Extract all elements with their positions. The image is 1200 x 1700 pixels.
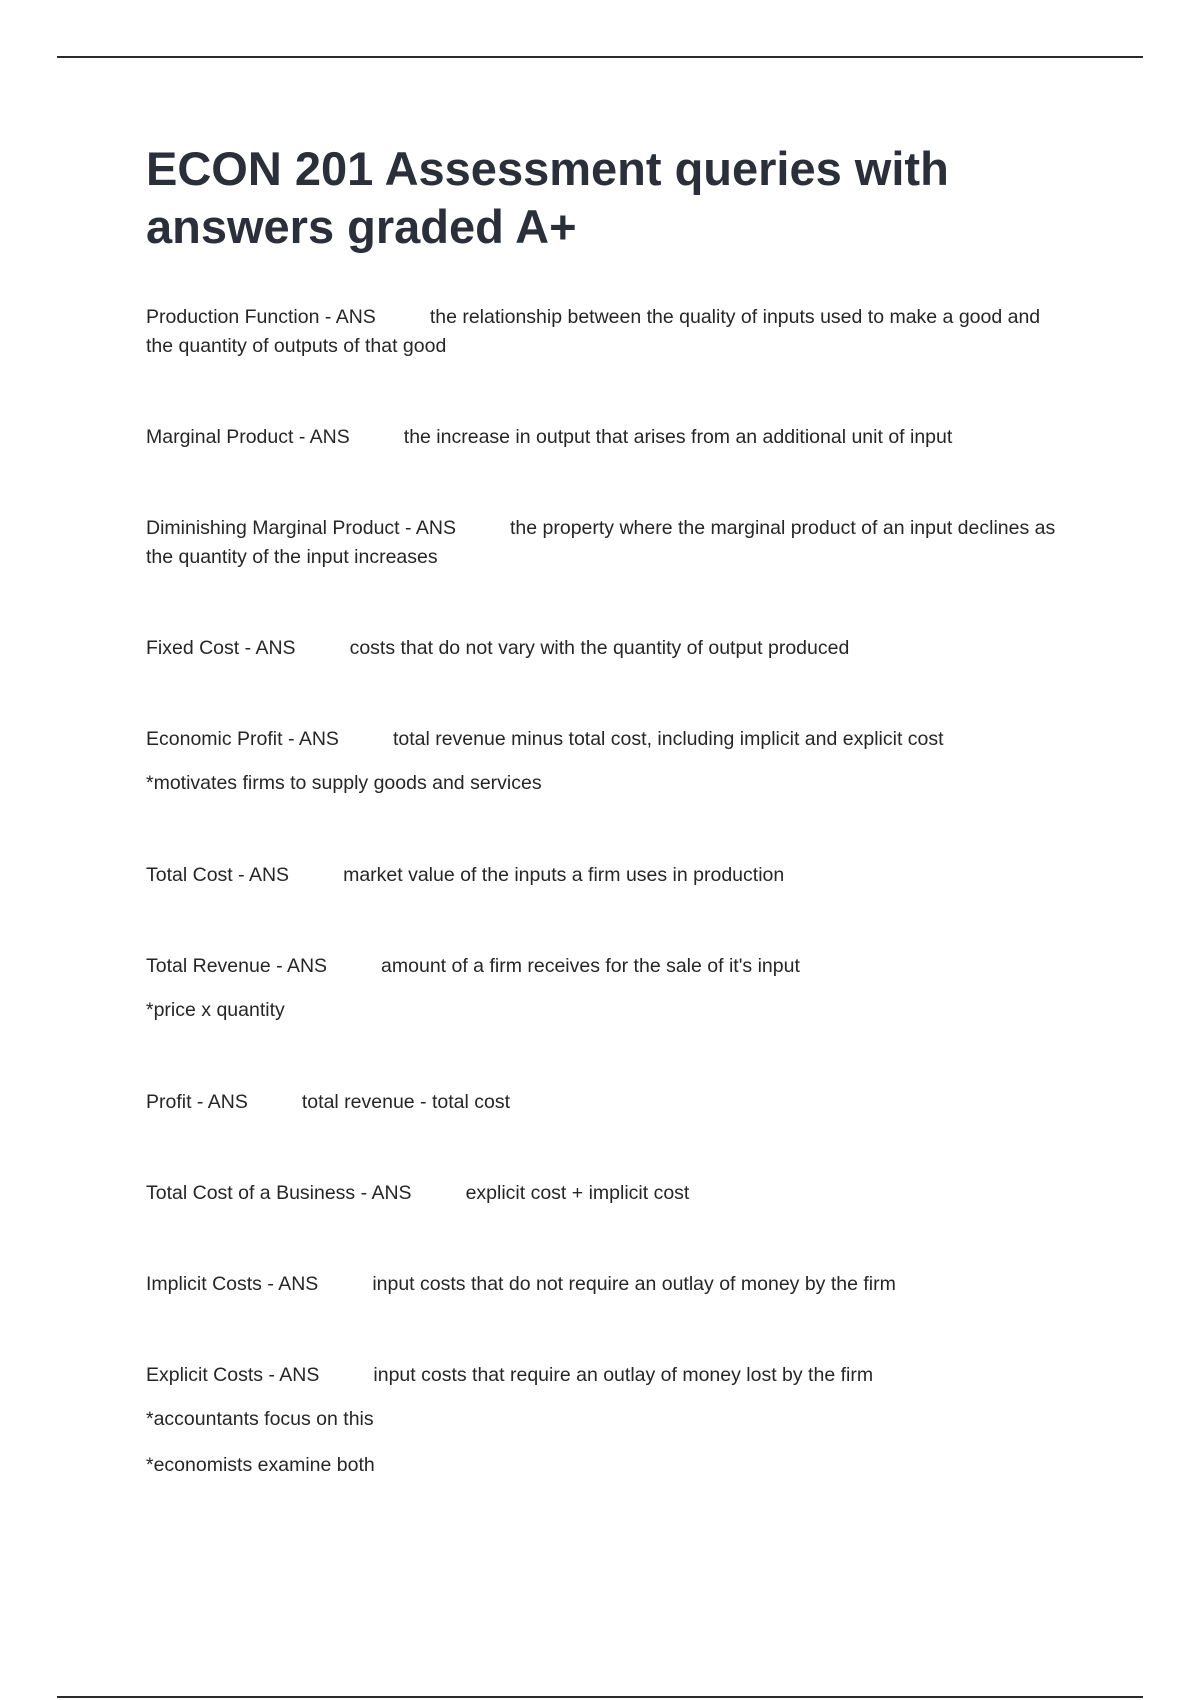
entry-term: Profit xyxy=(146,1091,192,1113)
top-divider xyxy=(57,56,1143,58)
answer-marker: ANS xyxy=(286,955,328,977)
entry-term: Explicit Costs xyxy=(146,1364,264,1386)
answer-marker: ANS xyxy=(255,637,296,659)
entry-note: *economists examine both xyxy=(146,1454,375,1476)
entry-term: Implicit Costs xyxy=(146,1273,262,1295)
entry-note: *motivates firms to supply goods and services xyxy=(146,772,542,794)
entry-term: Total Cost xyxy=(146,864,233,886)
glossary-entry xyxy=(146,725,1066,798)
entry-separator: - xyxy=(263,1364,280,1386)
glossary-entry xyxy=(146,861,1066,890)
entry-note: *price x quantity xyxy=(146,999,285,1021)
answer-marker: ANS xyxy=(298,728,339,750)
entry-separator: - xyxy=(293,426,310,448)
entry-term: Economic Profit xyxy=(146,728,283,750)
entry-definition: input costs that do not require an outlay of money by the firm xyxy=(372,1273,896,1295)
entry-definition: costs that do not vary with the quantity of output produced xyxy=(349,637,850,659)
entry-definition: the increase in output that arises from an additional unit of input xyxy=(403,426,953,448)
entry-definition: input costs that require an outlay of money lost by the firm xyxy=(373,1364,874,1386)
entry-term: Production Function xyxy=(146,306,320,328)
bottom-divider xyxy=(57,1696,1143,1698)
entry-definition: market value of the inputs a firm uses in production xyxy=(343,864,785,886)
answer-marker: ANS xyxy=(371,1182,412,1204)
entry-term: Total Revenue xyxy=(146,955,271,977)
entry-separator: - xyxy=(239,637,256,659)
glossary-entry xyxy=(146,303,1066,361)
glossary-entry xyxy=(146,423,1066,452)
entry-definition: the relationship between the quality of inputs used to make a good and the quantity of outputs of that good xyxy=(146,306,1041,357)
answer-marker: ANS xyxy=(309,426,350,448)
answer-marker: ANS xyxy=(279,1364,320,1386)
glossary-entry xyxy=(146,514,1066,572)
glossary-entry xyxy=(146,634,1066,663)
glossary-list xyxy=(146,303,1066,1480)
entry-separator: - xyxy=(232,864,249,886)
glossary-entry xyxy=(146,952,1066,1025)
answer-marker: ANS xyxy=(335,306,376,328)
entry-definition: amount of a firm receives for the sale of it's input xyxy=(381,955,800,977)
entry-definition: the property where the marginal product of an input declines as the quantity of the input increases xyxy=(146,517,1056,568)
entry-separator: - xyxy=(319,306,336,328)
entry-note: *accountants focus on this xyxy=(146,1408,374,1430)
glossary-entry xyxy=(146,1361,1066,1480)
entry-term: Total Cost of a Business xyxy=(146,1182,356,1204)
entry-term: Diminishing Marginal Product xyxy=(146,517,400,539)
page-title: ECON 201 Assessment queries with answers graded A+ xyxy=(146,142,949,253)
glossary-entry xyxy=(146,1179,1066,1208)
answer-marker: ANS xyxy=(278,1273,319,1295)
glossary-entry xyxy=(146,1088,1066,1117)
answer-marker: ANS xyxy=(207,1091,248,1113)
entry-separator: - xyxy=(399,517,416,539)
answer-marker: ANS xyxy=(248,864,290,886)
entry-definition: total revenue minus total cost, including implicit and explicit cost xyxy=(392,728,944,750)
entry-separator: - xyxy=(270,955,287,977)
glossary-entry xyxy=(146,1270,1066,1299)
entry-term: Fixed Cost xyxy=(146,637,240,659)
answer-marker: ANS xyxy=(415,517,456,539)
entry-definition: explicit cost + implicit cost xyxy=(465,1182,690,1204)
entry-separator: - xyxy=(261,1273,279,1295)
entry-term: Marginal Product xyxy=(146,426,294,448)
entry-separator: - xyxy=(282,728,299,750)
entry-separator: - xyxy=(191,1091,208,1113)
entry-separator: - xyxy=(355,1182,372,1204)
entry-definition: total revenue - total cost xyxy=(301,1091,511,1113)
